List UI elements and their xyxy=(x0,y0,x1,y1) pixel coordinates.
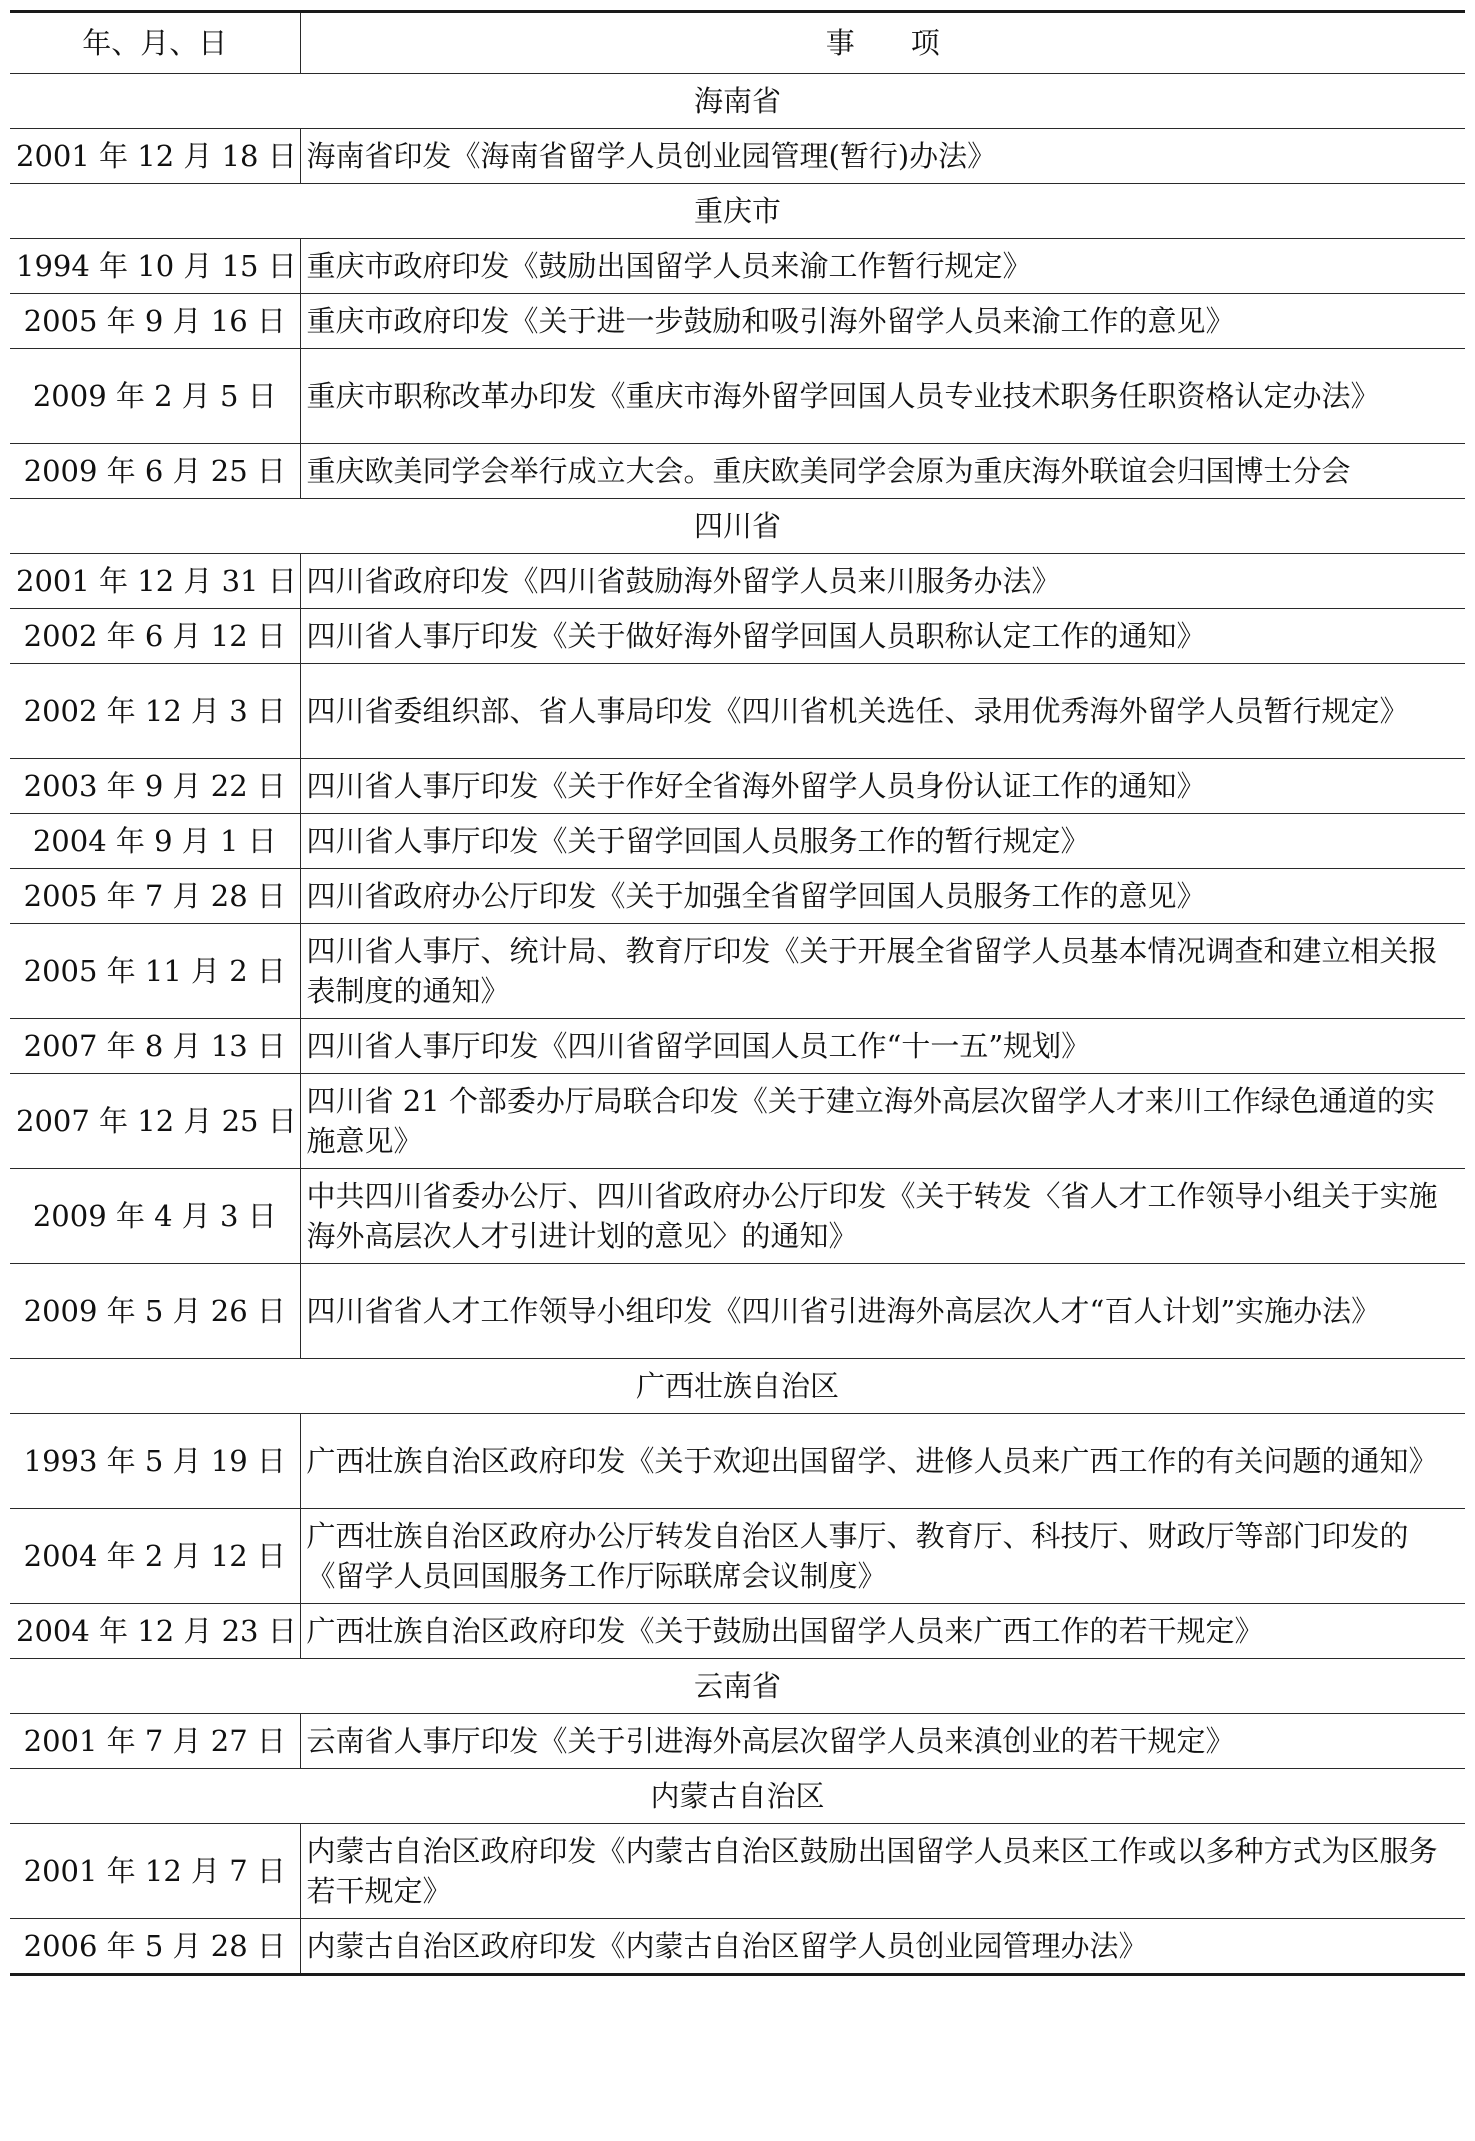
item-header-char-b: 项 xyxy=(910,26,940,60)
table-row xyxy=(10,349,1465,444)
table-row xyxy=(10,1604,1465,1659)
table-row xyxy=(10,1824,1465,1919)
item-header-char-a: 事 xyxy=(825,26,855,60)
table-row xyxy=(10,759,1465,814)
event-date: 2003 年 9 月 22 日 xyxy=(10,759,300,814)
section-row xyxy=(10,184,1465,239)
event-date: 2005 年 11 月 2 日 xyxy=(10,924,300,1019)
table-row xyxy=(10,609,1465,664)
table-row xyxy=(10,869,1465,924)
table-body xyxy=(10,74,1465,1975)
event-date: 2004 年 2 月 12 日 xyxy=(10,1509,300,1604)
table-row xyxy=(10,129,1465,184)
section-title: 云南省 xyxy=(10,1659,1465,1714)
item-column-header xyxy=(300,12,1465,74)
event-item: 中共四川省委办公厅、四川省政府办公厅印发《关于转发〈省人才工作领导小组关于实施海外高层次人才引进计划的意见〉的通知》 xyxy=(300,1169,1465,1264)
event-item: 四川省政府印发《四川省鼓励海外留学人员来川服务办法》 xyxy=(300,554,1465,609)
event-item: 重庆市政府印发《关于进一步鼓励和吸引海外留学人员来渝工作的意见》 xyxy=(300,294,1465,349)
table-row xyxy=(10,1714,1465,1769)
section-title: 内蒙古自治区 xyxy=(10,1769,1465,1824)
event-item: 广西壮族自治区政府印发《关于鼓励出国留学人员来广西工作的若干规定》 xyxy=(300,1604,1465,1659)
table-row xyxy=(10,924,1465,1019)
section-row xyxy=(10,1359,1465,1414)
event-item: 重庆市职称改革办印发《重庆市海外留学回国人员专业技术职务任职资格认定办法》 xyxy=(300,349,1465,444)
event-item: 广西壮族自治区政府办公厅转发自治区人事厅、教育厅、科技厅、财政厅等部门印发的《留学人员回国服务工作厅际联席会议制度》 xyxy=(300,1509,1465,1604)
table-row xyxy=(10,294,1465,349)
event-item: 海南省印发《海南省留学人员创业园管理(暂行)办法》 xyxy=(300,129,1465,184)
event-date: 2002 年 6 月 12 日 xyxy=(10,609,300,664)
event-item: 四川省政府办公厅印发《关于加强全省留学回国人员服务工作的意见》 xyxy=(300,869,1465,924)
event-date: 2007 年 12 月 25 日 xyxy=(10,1074,300,1169)
table-row xyxy=(10,554,1465,609)
section-title: 四川省 xyxy=(10,499,1465,554)
event-date: 2005 年 9 月 16 日 xyxy=(10,294,300,349)
event-date: 2004 年 9 月 1 日 xyxy=(10,814,300,869)
section-row xyxy=(10,1659,1465,1714)
event-date: 2009 年 4 月 3 日 xyxy=(10,1169,300,1264)
section-row xyxy=(10,499,1465,554)
event-item: 内蒙古自治区政府印发《内蒙古自治区鼓励出国留学人员来区工作或以多种方式为区服务若干规定》 xyxy=(300,1824,1465,1919)
event-date: 2001 年 12 月 31 日 xyxy=(10,554,300,609)
event-date: 2002 年 12 月 3 日 xyxy=(10,664,300,759)
event-date: 1994 年 10 月 15 日 xyxy=(10,239,300,294)
event-item: 重庆市政府印发《鼓励出国留学人员来渝工作暂行规定》 xyxy=(300,239,1465,294)
event-date: 2009 年 6 月 25 日 xyxy=(10,444,300,499)
table-row xyxy=(10,1074,1465,1169)
section-title: 海南省 xyxy=(10,74,1465,129)
table-row xyxy=(10,1919,1465,1975)
event-date: 2009 年 2 月 5 日 xyxy=(10,349,300,444)
table-row xyxy=(10,1264,1465,1359)
event-item: 广西壮族自治区政府印发《关于欢迎出国留学、进修人员来广西工作的有关问题的通知》 xyxy=(300,1414,1465,1509)
event-item: 四川省 21 个部委办厅局联合印发《关于建立海外高层次留学人才来川工作绿色通道的实施意见》 xyxy=(300,1074,1465,1169)
date-column-header: 年、月、日 xyxy=(10,12,300,74)
table-row xyxy=(10,239,1465,294)
event-item: 四川省省人才工作领导小组印发《四川省引进海外高层次人才“百人计划”实施办法》 xyxy=(300,1264,1465,1359)
event-date: 2006 年 5 月 28 日 xyxy=(10,1919,300,1975)
table-header-row xyxy=(10,12,1465,74)
section-title: 广西壮族自治区 xyxy=(10,1359,1465,1414)
event-date: 2001 年 12 月 7 日 xyxy=(10,1824,300,1919)
event-date: 1993 年 5 月 19 日 xyxy=(10,1414,300,1509)
event-date: 2001 年 7 月 27 日 xyxy=(10,1714,300,1769)
table-row xyxy=(10,1019,1465,1074)
table-row xyxy=(10,444,1465,499)
section-row xyxy=(10,74,1465,129)
event-item: 内蒙古自治区政府印发《内蒙古自治区留学人员创业园管理办法》 xyxy=(300,1919,1465,1975)
event-item: 四川省人事厅印发《关于作好全省海外留学人员身份认证工作的通知》 xyxy=(300,759,1465,814)
table-row xyxy=(10,1414,1465,1509)
event-item: 云南省人事厅印发《关于引进海外高层次留学人员来滇创业的若干规定》 xyxy=(300,1714,1465,1769)
events-table xyxy=(10,10,1465,1976)
section-row xyxy=(10,1769,1465,1824)
table-row xyxy=(10,664,1465,759)
event-date: 2009 年 5 月 26 日 xyxy=(10,1264,300,1359)
table-row xyxy=(10,814,1465,869)
event-item: 四川省人事厅、统计局、教育厅印发《关于开展全省留学人员基本情况调查和建立相关报表制度的通知》 xyxy=(300,924,1465,1019)
event-item: 四川省人事厅印发《关于做好海外留学回国人员职称认定工作的通知》 xyxy=(300,609,1465,664)
event-date: 2005 年 7 月 28 日 xyxy=(10,869,300,924)
table-row xyxy=(10,1169,1465,1264)
section-title: 重庆市 xyxy=(10,184,1465,239)
event-item: 四川省人事厅印发《四川省留学回国人员工作“十一五”规划》 xyxy=(300,1019,1465,1074)
event-item: 四川省人事厅印发《关于留学回国人员服务工作的暂行规定》 xyxy=(300,814,1465,869)
event-date: 2001 年 12 月 18 日 xyxy=(10,129,300,184)
event-date: 2004 年 12 月 23 日 xyxy=(10,1604,300,1659)
event-item: 重庆欧美同学会举行成立大会。重庆欧美同学会原为重庆海外联谊会归国博士分会 xyxy=(300,444,1465,499)
table-row xyxy=(10,1509,1465,1604)
event-item: 四川省委组织部、省人事局印发《四川省机关选任、录用优秀海外留学人员暂行规定》 xyxy=(300,664,1465,759)
event-date: 2007 年 8 月 13 日 xyxy=(10,1019,300,1074)
